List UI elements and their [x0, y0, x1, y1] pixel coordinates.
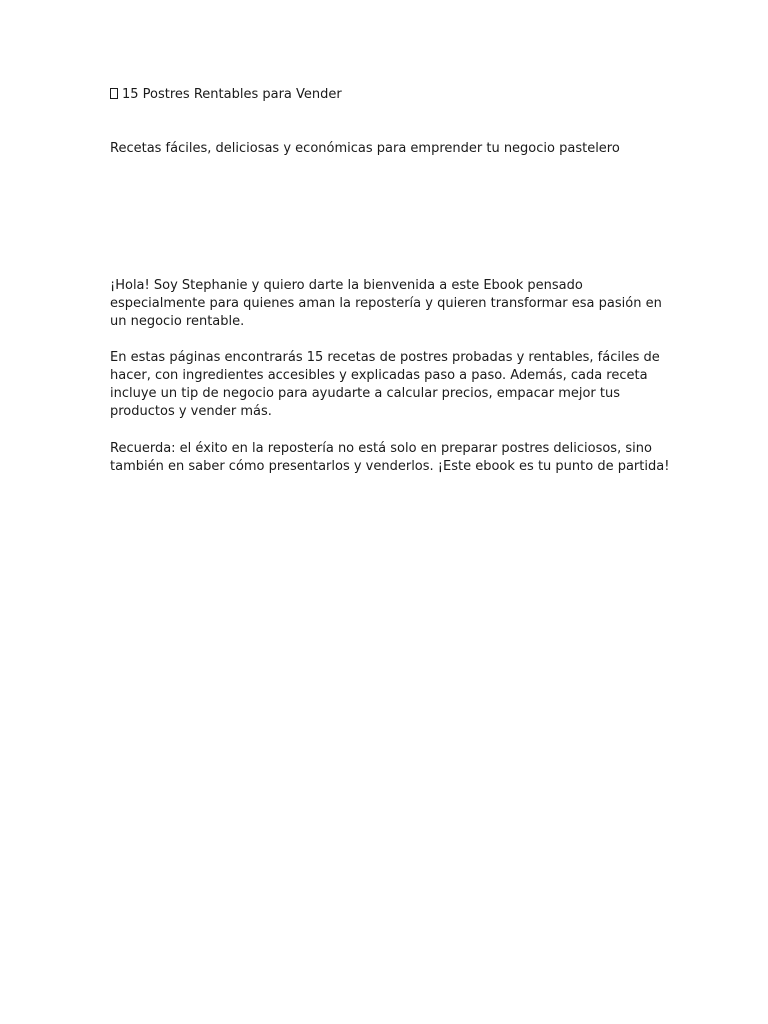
content-paragraph: En estas páginas encontrarás 15 recetas de postres probadas y rentables, fáciles de hacer, con ingredientes accesibles y explicadas paso a paso. Además, cada receta incluye un tip de negocio para ayudarte a calcular precios, empacar mejor tus productos y vender más. — [110, 350, 660, 419]
document-title — [110, 86, 670, 104]
document-subtitle: Recetas fáciles, deliciosas y económicas para emprender tu negocio pastelero — [110, 141, 620, 156]
document-title-text: 15 Postres Rentables para Vender — [122, 87, 342, 102]
closing-paragraph: Recuerda: el éxito en la repostería no está solo en preparar postres deliciosos, sino también en saber cómo presentarlos y venderlos. ¡Este ebook es tu punto de partida! — [110, 441, 670, 474]
intro-paragraph: ¡Hola! Soy Stephanie y quiero darte la bienvenida a este Ebook pensado especialmente para quienes aman la repostería y quieren transformar esa pasión en un negocio rentable. — [110, 278, 662, 329]
missing-glyph-icon — [110, 88, 118, 99]
